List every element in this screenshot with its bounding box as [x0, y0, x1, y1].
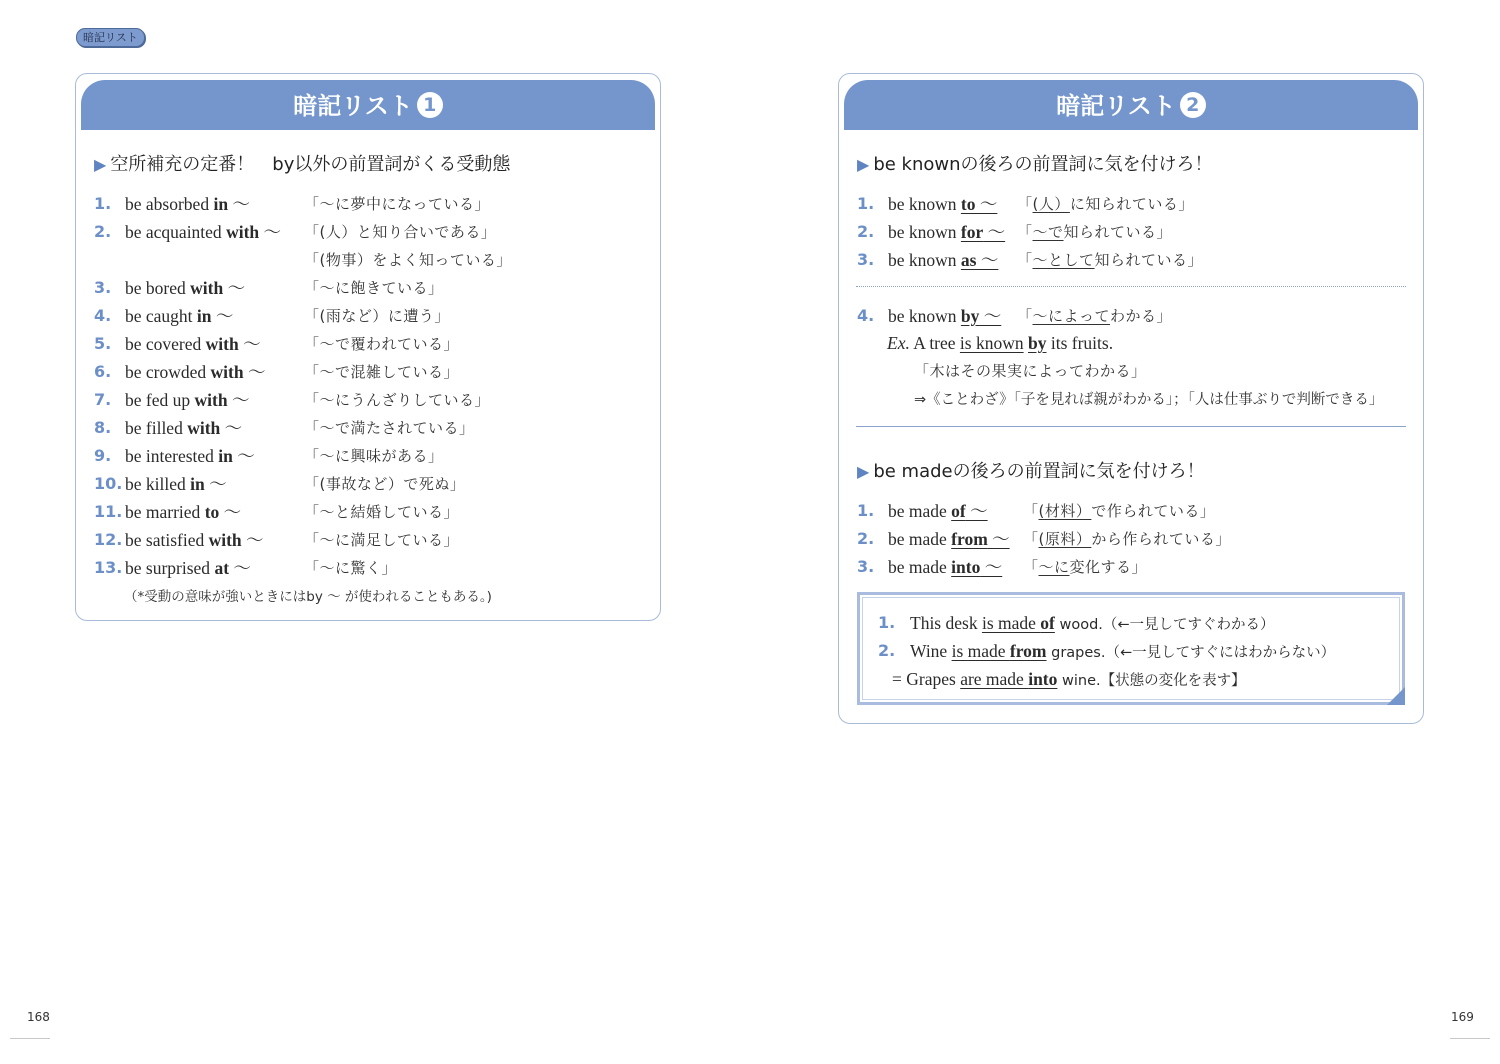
phrase-english: be made of ～	[888, 501, 988, 521]
phrase-row	[94, 304, 644, 328]
page-number-right: 169	[1451, 1010, 1474, 1024]
phrase-english: be made from ～	[888, 529, 1010, 549]
item-number: 12.	[94, 530, 123, 549]
phrase-english: be absorbed in ～	[125, 194, 250, 214]
phrase-meaning: 「～で覆われている」	[304, 335, 460, 353]
phrase-english: be known by ～	[888, 306, 1002, 326]
phrase-meaning: 「～によってわかる」	[1017, 307, 1173, 325]
box-line-3: = Grapes are made into wine.【状態の変化を表す】	[892, 669, 1246, 689]
item-number: 3.	[857, 250, 875, 269]
phrase-meaning: 「(人）と知り合いである」	[304, 223, 497, 241]
phrase-row	[94, 276, 644, 300]
phrase-row	[857, 248, 1407, 272]
item-number: 13.	[94, 558, 123, 577]
left-section-title: ▶ 空所補充の定番！ by以外の前置詞がくる受動態	[94, 154, 511, 175]
example-proverb: ⇒《ことわざ》「子を見れば親がわかる」；「人は仕事ぶりで判断できる」	[914, 392, 1384, 408]
dotted-divider	[856, 286, 1406, 287]
page-corner-left	[10, 1024, 50, 1039]
phrase-row	[857, 555, 1407, 579]
item-number: 4.	[857, 306, 875, 325]
box-line-1: 1. This desk is made of wood.（←一見してすぐわかる）	[878, 613, 1275, 633]
phrase-meaning: 「～に変化する」	[1023, 558, 1148, 576]
item-number: 2.	[857, 529, 875, 548]
item-number: 5.	[94, 334, 112, 353]
right-section1-title: ▶ be knownの後ろの前置詞に気を付けろ！	[857, 154, 1213, 175]
phrase-english: be known for ～	[888, 222, 1006, 242]
item-number: 1.	[857, 194, 875, 213]
phrase-meaning: 「～にうんざりしている」	[304, 391, 491, 409]
phrase-row	[94, 192, 644, 216]
phrase-meaning: 「～で満たされている」	[304, 419, 475, 437]
item-number: 7.	[94, 390, 112, 409]
card-title-1: 暗記リスト	[293, 92, 413, 120]
page-number-left: 168	[27, 1010, 50, 1024]
phrase-row	[94, 556, 644, 580]
phrase-meaning: 「～に興味がある」	[304, 447, 444, 465]
card-title-2: 暗記リスト	[1056, 92, 1176, 120]
phrase-english: be surprised at ～	[125, 558, 251, 578]
left-note: （*受動の意味が強いときにはby ～ が使われることもある。)	[124, 589, 492, 605]
item-number: 9.	[94, 446, 112, 465]
triangle-bullet-icon: ▶	[857, 462, 870, 481]
phrase-row	[857, 499, 1407, 523]
phrase-english: be made into ～	[888, 557, 1003, 577]
item-number: 2.	[94, 222, 112, 241]
phrase-meaning: 「(材料）で作られている」	[1023, 502, 1216, 520]
example-translation: 「木はその果実によってわかる」	[914, 362, 1147, 380]
card-header-2	[844, 80, 1418, 130]
phrase-row	[94, 220, 644, 244]
phrase-meaning: 「(原料）から作られている」	[1023, 530, 1231, 548]
phrase-meaning: 「(雨など）に遭う」	[304, 307, 450, 325]
phrase-english: be covered with ～	[125, 334, 261, 354]
phrase-english: be acquainted with ～	[125, 222, 281, 242]
card-badge-1: 1	[417, 92, 443, 118]
right-section2-title: ▶ be madeの後ろの前置詞に気を付けろ！	[857, 461, 1205, 482]
phrase-meaning: 「～と結婚している」	[304, 503, 460, 521]
phrase-english: be married to ～	[125, 502, 242, 522]
phrase-row	[94, 444, 644, 468]
item-number: 1.	[94, 194, 112, 213]
phrase-english: be satisfied with ～	[125, 530, 264, 550]
section-divider	[856, 426, 1406, 427]
phrase-row	[857, 304, 1407, 328]
triangle-bullet-icon: ▶	[94, 155, 107, 174]
item-number: 10.	[94, 474, 123, 493]
box-line-2: 2. Wine is made from grapes.（←一見してすぐにはわからない）	[878, 641, 1336, 661]
phrase-meaning: 「～に驚く」	[304, 559, 398, 577]
phrase-meaning: 「～で知られている」	[1017, 223, 1173, 241]
phrase-row	[94, 472, 644, 496]
phrase-meaning: 「～で混雑している」	[304, 363, 460, 381]
phrase-english: be known as ～	[888, 250, 999, 270]
phrase-english: be known to ～	[888, 194, 998, 214]
item-number: 1.	[857, 501, 875, 520]
item-number: 4.	[94, 306, 112, 325]
item-number: 2.	[857, 222, 875, 241]
card-header-1	[81, 80, 655, 130]
item-number: 3.	[94, 278, 112, 297]
phrase-english: be fed up with ～	[125, 390, 250, 410]
page-corner-right	[1450, 1024, 1490, 1039]
phrase-row	[94, 416, 644, 440]
triangle-bullet-icon: ▶	[857, 155, 870, 174]
phrase-english: be filled with ～	[125, 418, 243, 438]
phrase-meaning: 「(物事）をよく知っている」	[304, 251, 512, 269]
phrase-meaning: 「～として知られている」	[1017, 251, 1204, 269]
item-number: 11.	[94, 502, 123, 521]
phrase-row	[94, 332, 644, 356]
phrase-meaning: 「～に満足している」	[304, 531, 460, 549]
phrase-english: be bored with ～	[125, 278, 246, 298]
phrase-row	[94, 500, 644, 524]
phrase-row	[857, 527, 1407, 551]
example-box	[857, 592, 1405, 705]
phrase-row	[94, 388, 644, 412]
phrase-meaning: 「～に飽きている」	[304, 279, 444, 297]
section-tag: 暗記リスト	[76, 28, 145, 47]
item-number: 6.	[94, 362, 112, 381]
phrase-row	[94, 528, 644, 552]
item-number: 3.	[857, 557, 875, 576]
phrase-english: be interested in ～	[125, 446, 255, 466]
phrase-english: be crowded with ～	[125, 362, 266, 382]
phrase-row	[857, 220, 1407, 244]
card-badge-2: 2	[1180, 92, 1206, 118]
phrase-meaning: 「(人）に知られている」	[1017, 195, 1194, 213]
item-number: 8.	[94, 418, 112, 437]
phrase-row	[94, 360, 644, 384]
phrase-meaning: 「～に夢中になっている」	[304, 195, 491, 213]
phrase-meaning: 「(事故など）で死ぬ」	[304, 475, 466, 493]
phrase-row	[857, 192, 1407, 216]
phrase-english: be killed in ～	[125, 474, 227, 494]
phrase-english: be caught in ～	[125, 306, 234, 326]
